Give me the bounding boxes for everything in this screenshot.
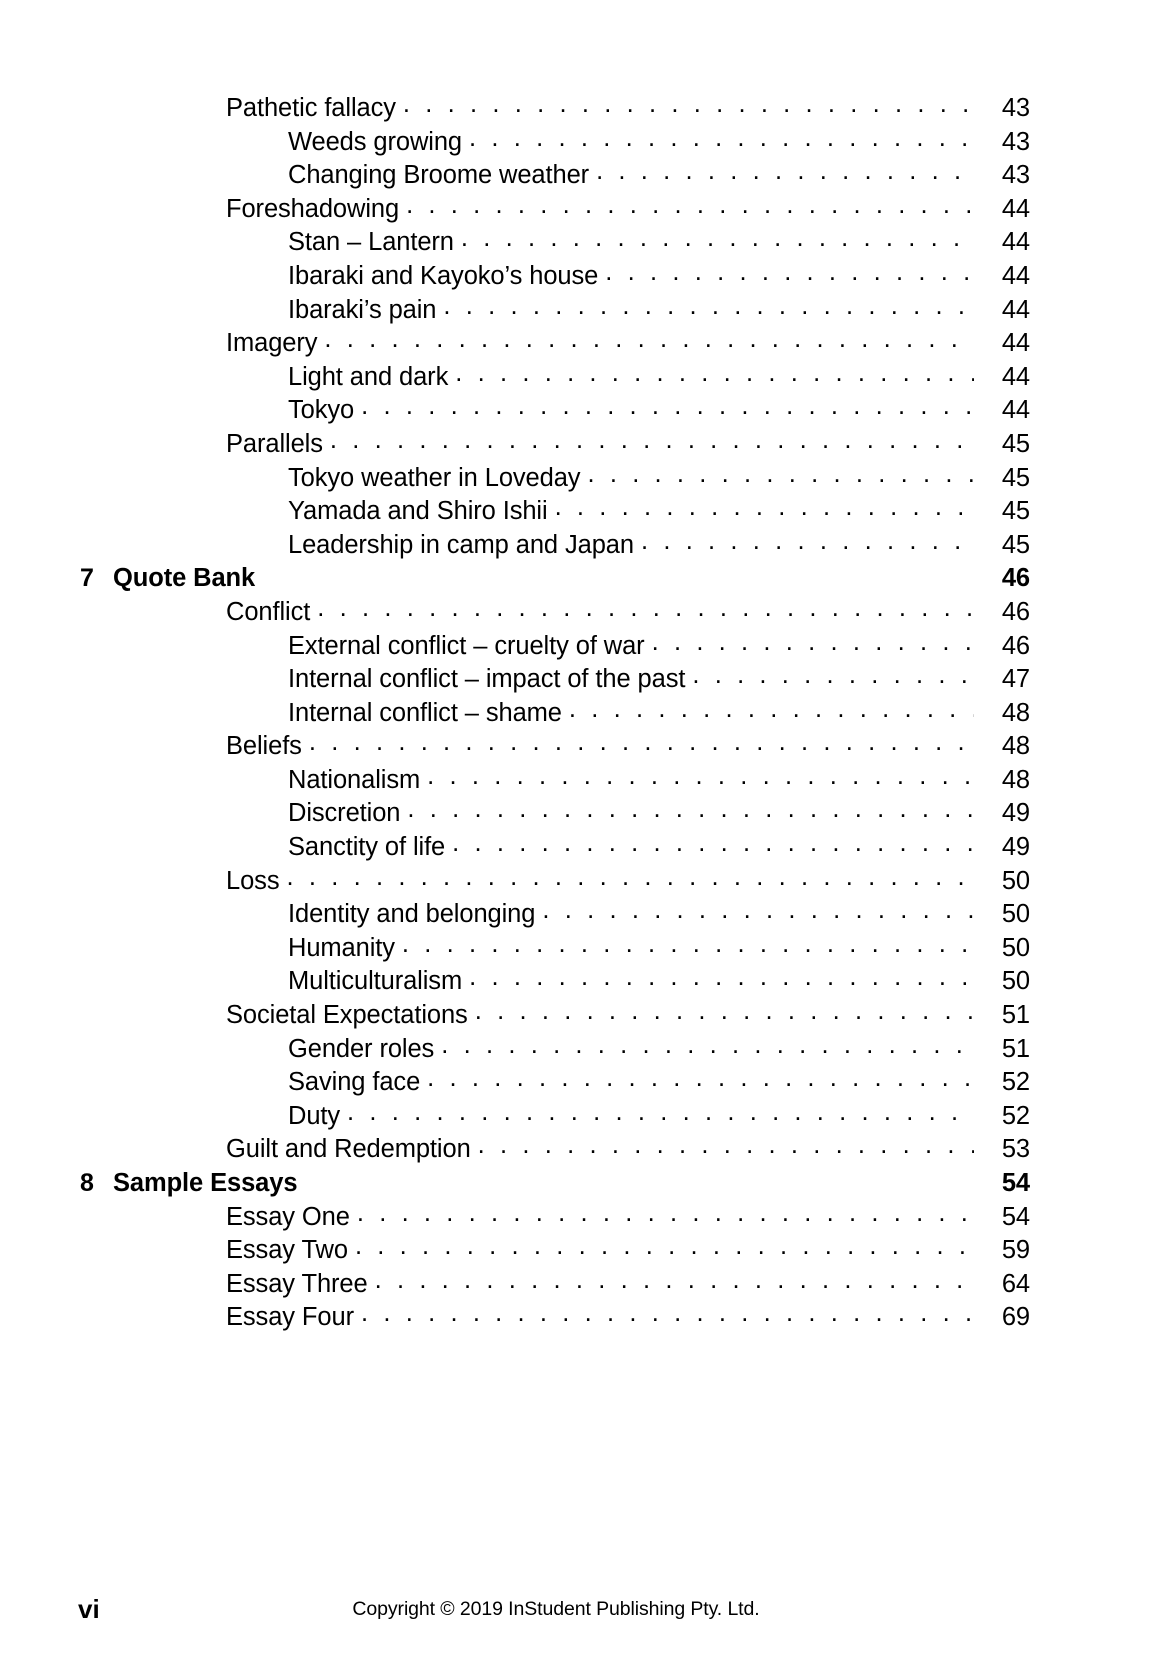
toc-leader-dots <box>569 704 974 730</box>
toc-chapter-number: 8 <box>80 1169 94 1197</box>
toc-chapter-number: 7 <box>80 564 94 593</box>
toc-entry-label: Changing Broome weather <box>288 161 590 190</box>
toc-entry-label: Light and dark <box>288 362 449 391</box>
toc-leader-dots <box>596 167 974 193</box>
toc-entry-label: Discretion <box>288 799 401 828</box>
toc-leader-dots <box>452 839 974 865</box>
toc-entry-label: Conflict <box>226 597 311 626</box>
toc-entry-label: Foreshadowing <box>226 194 400 223</box>
toc-entry-label: Ibaraki and Kayoko’s house <box>288 261 599 290</box>
toc-entry-row[interactable] <box>0 831 1166 865</box>
toc-entry-label: Humanity <box>288 933 395 962</box>
toc-entry-page-number: 51 <box>1001 1034 1030 1063</box>
toc-entry-page-number: 44 <box>1001 396 1030 425</box>
toc-entry-label: Gender roles <box>288 1034 435 1063</box>
toc-entry-row[interactable] <box>0 797 1166 831</box>
toc-entry-label: Sanctity of life <box>288 833 446 862</box>
toc-leader-dots <box>469 973 974 999</box>
footer-page-number: vi <box>78 1594 100 1624</box>
toc-entry-row[interactable] <box>0 226 1166 260</box>
toc-entry-label: Imagery <box>226 329 318 358</box>
toc-entry-label: Yamada and Shiro Ishii <box>288 497 548 526</box>
toc-entry-label: Tokyo <box>288 396 355 425</box>
toc-leader-dots <box>443 301 974 327</box>
toc-leader-dots <box>641 536 974 562</box>
toc-leader-dots <box>286 872 974 898</box>
toc-leader-dots <box>357 1208 974 1234</box>
toc-entry-page-number: 44 <box>1001 295 1030 324</box>
toc-leader-dots <box>347 1107 974 1133</box>
toc-chapter-row[interactable] <box>0 562 1166 596</box>
toc-entry-label: Nationalism <box>288 765 421 794</box>
toc-entry-row[interactable] <box>0 428 1166 462</box>
toc-entry-label: Saving face <box>288 1068 421 1097</box>
toc-entry-row[interactable] <box>0 730 1166 764</box>
toc-entry-page-number: 44 <box>1001 194 1030 223</box>
toc-entry-row[interactable] <box>0 462 1166 496</box>
toc-entry-label: Leadership in camp and Japan <box>288 530 634 559</box>
toc-entry-row[interactable] <box>0 663 1166 697</box>
toc-entry-label: Duty <box>288 1101 341 1130</box>
toc-leader-dots <box>427 1074 974 1100</box>
toc-entry-page-number: 43 <box>1001 161 1030 190</box>
toc-entry-page-number: 48 <box>1001 732 1030 761</box>
toc-leader-dots <box>361 402 974 428</box>
toc-entry-row[interactable] <box>0 1201 1166 1235</box>
toc-entry-page-number: 46 <box>1001 564 1030 593</box>
toc-entry-page-number: 45 <box>1001 497 1030 526</box>
toc-entry-label: Multiculturalism <box>288 967 463 996</box>
toc-entry-row[interactable] <box>0 697 1166 731</box>
toc-entry-row[interactable] <box>0 327 1166 361</box>
toc-entry-page-number: 44 <box>1001 228 1030 257</box>
toc-entry-label: Parallels <box>226 429 323 458</box>
page-footer <box>0 1594 1166 1634</box>
toc-entry-label: External conflict – cruelty of war <box>288 631 645 660</box>
toc-entry-page-number: 52 <box>1001 1101 1030 1130</box>
toc-entry-page-number: 43 <box>1001 127 1030 156</box>
toc-leader-dots <box>317 604 974 630</box>
toc-entry-page-number: 50 <box>1001 967 1030 996</box>
toc-entry-label: Beliefs <box>226 732 302 761</box>
toc-leader-dots <box>469 133 974 159</box>
toc-entry-label: Ibaraki’s pain <box>288 295 437 324</box>
toc-leader-dots <box>407 805 974 831</box>
toc-leader-dots <box>605 268 974 294</box>
toc-leader-dots <box>587 469 974 495</box>
toc-entry-row[interactable] <box>0 596 1166 630</box>
toc-leader-dots <box>309 738 974 764</box>
toc-entry-page-number: 64 <box>1001 1269 1030 1298</box>
toc-leader-dots <box>402 939 974 965</box>
toc-entry-label: Weeds growing <box>288 127 462 156</box>
toc-entry-row[interactable] <box>0 1133 1166 1167</box>
toc-entry-row[interactable] <box>0 529 1166 563</box>
toc-entry-label: Guilt and Redemption <box>226 1135 471 1164</box>
toc-entry-page-number: 47 <box>1001 665 1030 694</box>
toc-entry-page-number: 46 <box>1001 597 1030 626</box>
toc-entry-label: Identity and belonging <box>288 900 536 929</box>
toc-entry-row[interactable] <box>0 1268 1166 1302</box>
toc-entry-page-number: 45 <box>1001 530 1030 559</box>
toc-entry-row[interactable] <box>0 495 1166 529</box>
toc-entry-label: Societal Expectations <box>226 1001 468 1030</box>
toc-entry-page-number: 44 <box>1001 362 1030 391</box>
toc-entry-label: Essay Two <box>226 1236 348 1265</box>
toc-leader-dots <box>692 671 974 697</box>
toc-entry-row[interactable] <box>0 1066 1166 1100</box>
toc-leader-dots <box>355 1242 974 1268</box>
toc-entry-label: Stan – Lantern <box>288 228 454 257</box>
toc-leader-dots <box>542 906 974 932</box>
toc-leader-dots <box>375 1275 974 1301</box>
toc-entry-row[interactable] <box>0 630 1166 664</box>
toc-entry-row[interactable] <box>0 193 1166 227</box>
toc-entry-label: Tokyo weather in Loveday <box>288 463 581 492</box>
toc-leader-dots <box>406 200 974 226</box>
toc-leader-dots <box>652 637 974 663</box>
toc-entry-page-number: 59 <box>1001 1236 1030 1265</box>
toc-leader-dots <box>330 436 974 462</box>
toc-leader-dots <box>441 1040 974 1066</box>
toc-leader-dots <box>262 570 974 596</box>
toc-leader-dots <box>475 1007 974 1033</box>
toc-entry-page-number: 45 <box>1001 429 1030 458</box>
toc-entry-label: Quote Bank <box>113 564 256 593</box>
toc-entry-row[interactable] <box>0 999 1166 1033</box>
toc-entry-row[interactable] <box>0 764 1166 798</box>
toc-entry-page-number: 50 <box>1001 866 1030 895</box>
toc-entry-label: Essay One <box>226 1202 350 1231</box>
toc-entry-page-number: 49 <box>1001 833 1030 862</box>
toc-entry-page-number: 50 <box>1001 900 1030 929</box>
toc-entry-row[interactable] <box>0 1301 1166 1335</box>
toc-entry-label: Internal conflict – impact of the past <box>288 665 686 694</box>
toc-entry-label: Essay Three <box>226 1269 368 1298</box>
toc-entry-label: Internal conflict – shame <box>288 698 562 727</box>
toc-entry-label: Sample Essays <box>113 1169 298 1197</box>
toc-entry-page-number: 48 <box>1001 765 1030 794</box>
footer-copyright-notice: Copyright © 2019 InStudent Publishing Pty. Ltd. <box>352 1598 760 1620</box>
toc-entry-row[interactable] <box>0 865 1166 899</box>
table-of-contents <box>0 92 1166 1335</box>
toc-entry-row[interactable] <box>0 898 1166 932</box>
toc-leader-dots <box>478 1141 974 1167</box>
toc-leader-dots <box>361 1309 974 1335</box>
toc-leader-dots <box>427 771 974 797</box>
toc-entry-page-number: 54 <box>1001 1169 1030 1197</box>
toc-entry-row[interactable] <box>0 92 1166 126</box>
toc-entry-label: Pathetic fallacy <box>226 94 396 122</box>
toc-entry-row[interactable] <box>0 126 1166 160</box>
toc-leader-dots <box>403 100 974 126</box>
toc-entry-row[interactable] <box>0 361 1166 395</box>
toc-leader-dots <box>304 1175 974 1201</box>
toc-entry-row[interactable] <box>0 932 1166 966</box>
toc-entry-row[interactable] <box>0 260 1166 294</box>
toc-entry-page-number: 49 <box>1001 799 1030 828</box>
toc-entry-row[interactable] <box>0 394 1166 428</box>
toc-entry-row[interactable] <box>0 294 1166 328</box>
toc-entry-label: Essay Four <box>226 1303 354 1332</box>
toc-entry-page-number: 51 <box>1001 1001 1030 1030</box>
toc-chapter-row[interactable] <box>0 1167 1166 1201</box>
toc-entry-page-number: 53 <box>1001 1135 1030 1164</box>
toc-leader-dots <box>555 503 974 529</box>
toc-entry-page-number: 45 <box>1001 463 1030 492</box>
toc-entry-page-number: 50 <box>1001 933 1030 962</box>
toc-entry-page-number: 43 <box>1001 94 1030 122</box>
toc-leader-dots <box>324 335 974 361</box>
toc-entry-row[interactable] <box>0 965 1166 999</box>
toc-entry-row[interactable] <box>0 1100 1166 1134</box>
toc-entry-row[interactable] <box>0 1234 1166 1268</box>
toc-entry-page-number: 69 <box>1001 1303 1030 1332</box>
toc-entry-row[interactable] <box>0 159 1166 193</box>
toc-leader-dots <box>455 368 974 394</box>
toc-leader-dots <box>461 234 974 260</box>
toc-entry-page-number: 52 <box>1001 1068 1030 1097</box>
toc-entry-row[interactable] <box>0 1033 1166 1067</box>
toc-entry-page-number: 54 <box>1001 1202 1030 1231</box>
toc-entry-page-number: 48 <box>1001 698 1030 727</box>
toc-entry-page-number: 46 <box>1001 631 1030 660</box>
toc-entry-label: Loss <box>226 866 280 895</box>
toc-entry-page-number: 44 <box>1001 329 1030 358</box>
toc-entry-page-number: 44 <box>1001 261 1030 290</box>
